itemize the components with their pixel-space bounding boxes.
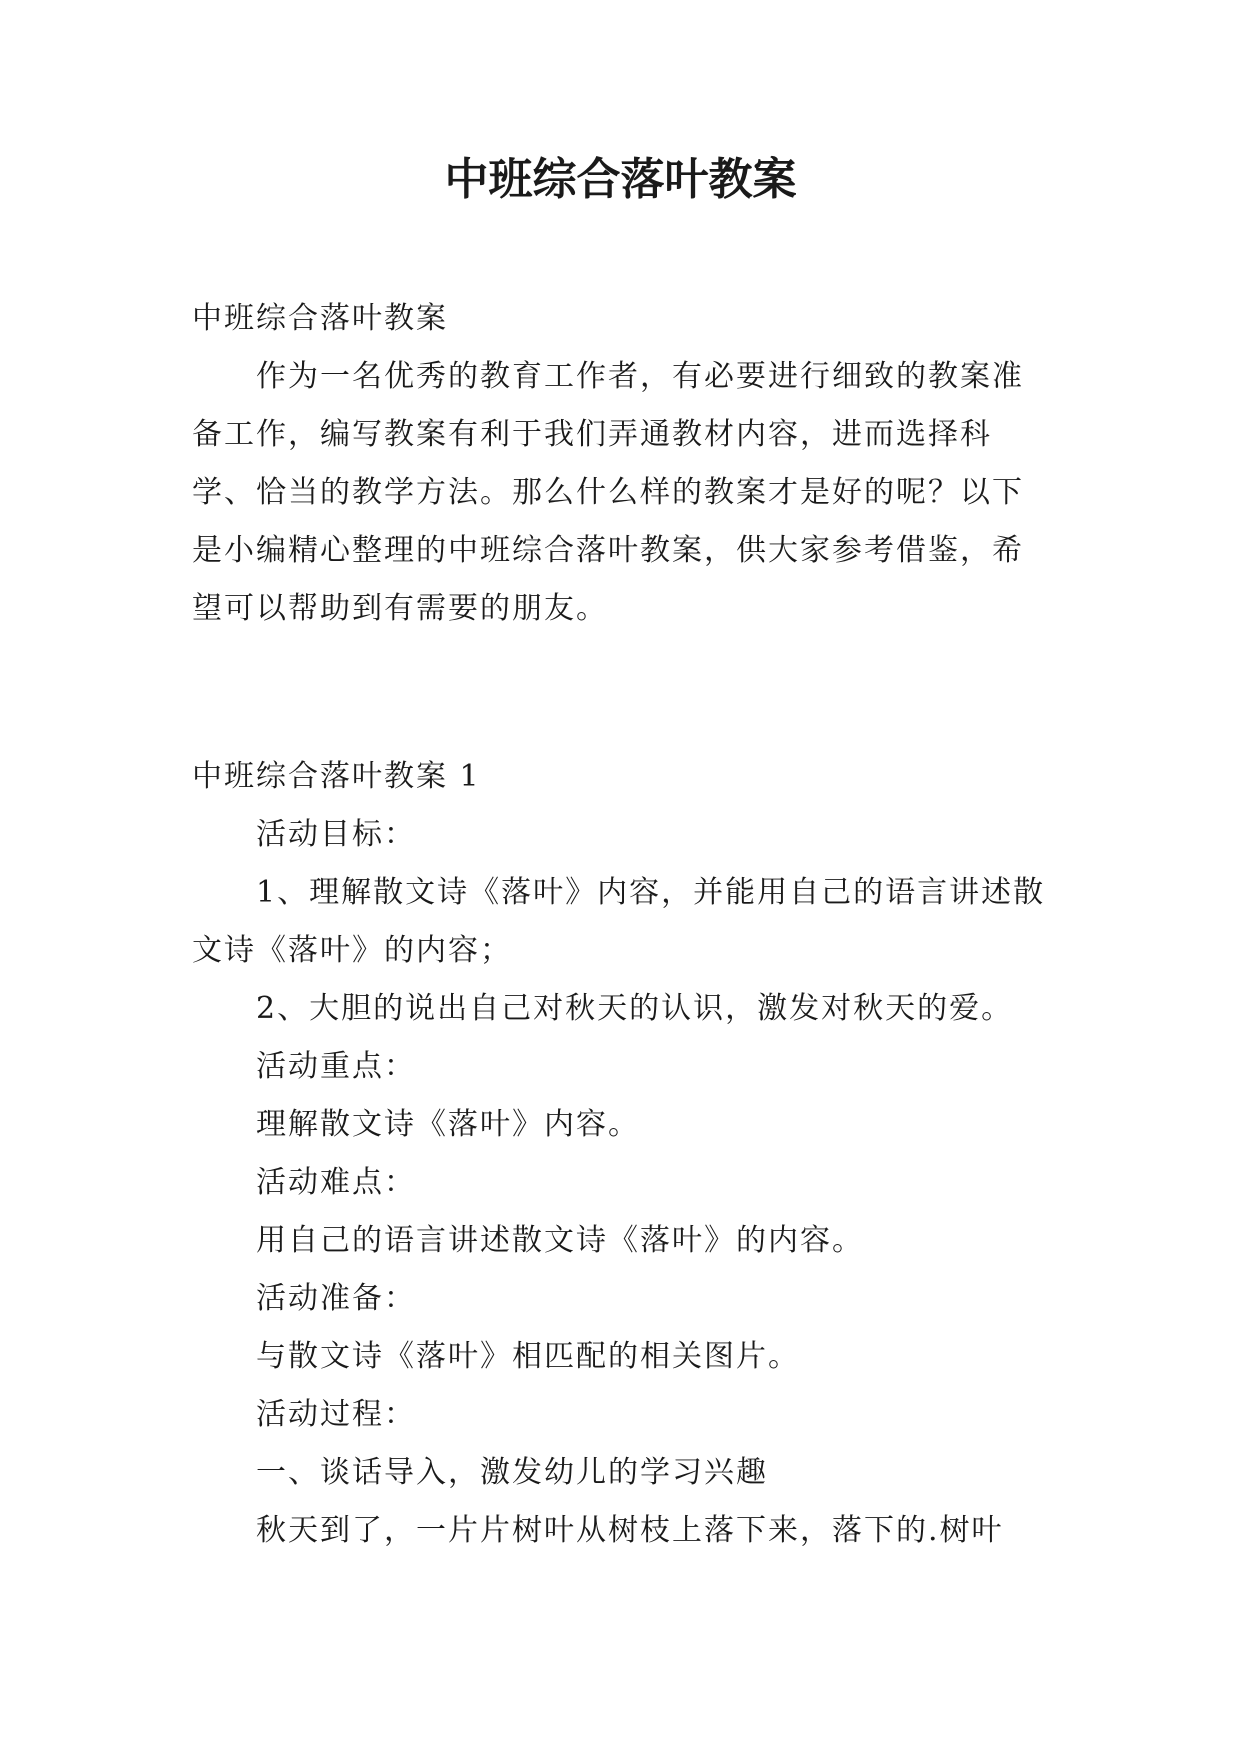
process-step-1: 一、谈话导入，激发幼儿的学习兴趣 [256, 1455, 768, 1490]
prep-text: 与散文诗《落叶》相匹配的相关图片。 [256, 1339, 800, 1374]
intro-heading: 中班综合落叶教案 [192, 301, 448, 336]
goal-label: 活动目标： [256, 817, 416, 852]
section-heading: 中班综合落叶教案 1 [192, 759, 481, 794]
document-title: 中班综合落叶教案 [444, 154, 797, 205]
goal-item-1: 1、理解散文诗《落叶》内容，并能用自己的语言讲述散文诗《落叶》的内容； [192, 875, 1046, 968]
process-step-1-text: 秋天到了，一片片树叶从树枝上落下来，落下的.树叶 [256, 1513, 1004, 1548]
intro-section [192, 290, 1052, 638]
intro-paragraph: 作为一名优秀的教育工作者，有必要进行细致的教案准备工作，编写教案有利于我们弄通教材内容，进而选择科学、恰当的教学方法。那么什么样的教案才是好的呢？以下是小编精心整理的中班综合落叶教案，供大家参考借鉴，希望可以帮助到有需要的朋友。 [192, 359, 1024, 626]
focus-text: 理解散文诗《落叶》内容。 [256, 1107, 640, 1142]
goal-item-2: 2、大胆的说出自己对秋天的认识，激发对秋天的爱。 [256, 991, 1014, 1026]
process-label: 活动过程： [256, 1397, 416, 1432]
difficulty-label: 活动难点： [256, 1165, 416, 1200]
prep-label: 活动准备： [256, 1281, 416, 1316]
lesson-section-1 [192, 748, 1052, 1560]
difficulty-text: 用自己的语言讲述散文诗《落叶》的内容。 [256, 1223, 864, 1258]
focus-label: 活动重点： [256, 1049, 416, 1084]
